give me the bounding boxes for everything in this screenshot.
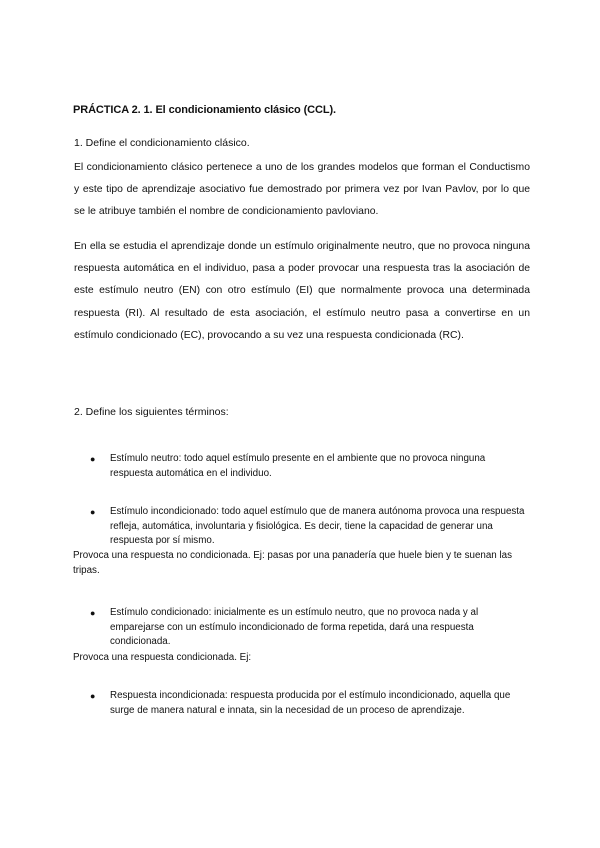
- note-conditioned-response: Provoca una respuesta condicionada. Ej:: [73, 652, 252, 663]
- bullet-icon: ●: [90, 454, 96, 464]
- bullet-icon: ●: [90, 608, 96, 618]
- practice-title: PRÁCTICA 2. 1. El condicionamiento clásico (CCL).: [73, 104, 337, 116]
- question-2: 2. Define los siguientes términos:: [74, 406, 229, 418]
- paragraph-1: El condicionamiento clásico pertenece a uno de los grandes modelos que forman el Conductismo y este tipo de aprendizaje asociativo fue demostrado por primera vez por Ivan Pavlov, por lo que se le atribuye también el nombre de condicionamiento pavloviano.: [74, 162, 530, 218]
- question-1: 1. Define el condicionamiento clásico.: [74, 137, 250, 149]
- term-unconditioned-response: Respuesta incondicionada: respuesta producida por el estímulo incondicionado, aquella que surge de manera natural e innata, sin la necesidad de un proceso de aprendizaje.: [110, 690, 511, 716]
- note-unconditioned-response: Provoca una respuesta no condicionada. Ej: pasas por una panadería que huele bien y te suenan las tripas.: [73, 550, 512, 576]
- paragraph-2: En ella se estudia el aprendizaje donde un estímulo originalmente neutro, que no provoca ninguna respuesta automática en el individuo, pasa a poder provocar una respuesta tras la asociación de este estímulo neutro (EN) con otro estímulo (EI) que normalmente provoca una determinada respuesta (RI). Al resultado de esta asociación, el estímulo neutro pasa a convertirse en un estímulo condicionado (EC), provocando a su vez una respuesta condicionada (RC).: [74, 241, 530, 341]
- bullet-icon: ●: [90, 691, 96, 701]
- bullet-icon: ●: [90, 507, 96, 517]
- term-neutral-stimulus: Estímulo neutro: todo aquel estímulo presente en el ambiente que no provoca ninguna respuesta automática en el individuo.: [110, 453, 486, 479]
- term-conditioned-stimulus: Estímulo condicionado: inicialmente es un estímulo neutro, que no provoca nada y al emparejarse con un estímulo incondicionado de forma repetida, dará una respuesta condicionada.: [110, 607, 479, 648]
- term-unconditioned-stimulus: Estímulo incondicionado: todo aquel estímulo que de manera autónoma provoca una respuesta refleja, automática, involuntaria y fisiológica. Es decir, tiene la capacidad de generar una respuesta por sí mismo.: [110, 506, 525, 547]
